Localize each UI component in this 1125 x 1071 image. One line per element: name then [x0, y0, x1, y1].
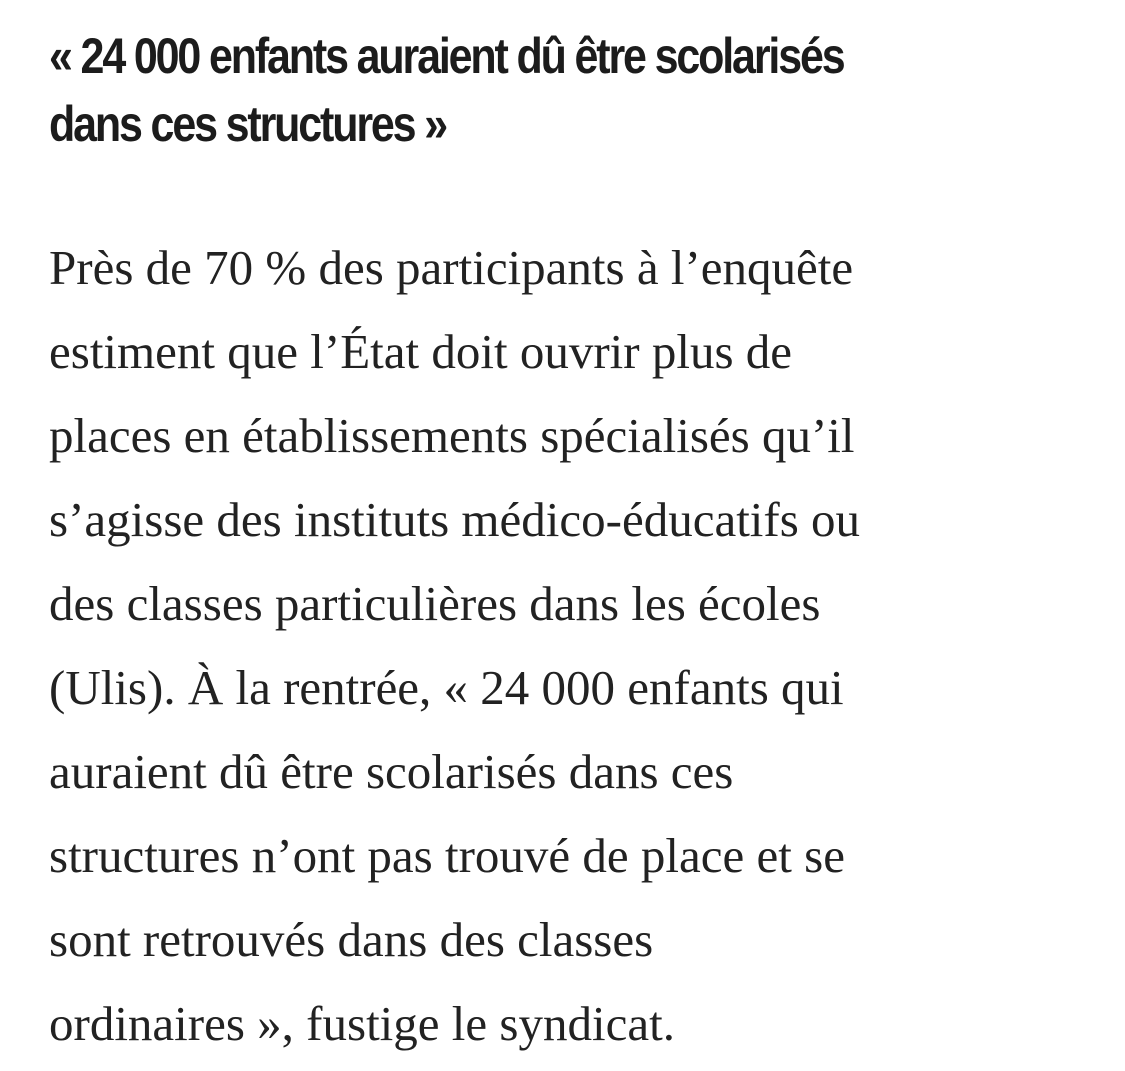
body-line: s’agisse des instituts médico-éducatifs ou — [49, 492, 861, 547]
body-line: auraient dû être scolarisés dans ces — [49, 744, 734, 799]
body-paragraph — [49, 226, 1049, 1066]
article-section — [49, 22, 1049, 1051]
body-line: places en établissements spécialisés qu’il — [49, 408, 855, 463]
heading-line: « 24 000 enfants auraient dû être scolarisés — [49, 28, 844, 84]
section-heading — [49, 22, 1049, 158]
body-line: structures n’ont pas trouvé de place et se — [49, 828, 845, 883]
body-line: Près de 70 % des participants à l’enquête — [49, 240, 854, 295]
body-line: des classes particulières dans les écoles — [49, 576, 821, 631]
heading-line: dans ces structures » — [49, 96, 447, 152]
body-line: ordinaires », fustige le syndicat. — [49, 996, 675, 1051]
body-line: estiment que l’État doit ouvrir plus de — [49, 324, 793, 379]
body-line: sont retrouvés dans des classes — [49, 912, 654, 967]
body-line: (Ulis). À la rentrée, « 24 000 enfants qui — [49, 660, 844, 715]
